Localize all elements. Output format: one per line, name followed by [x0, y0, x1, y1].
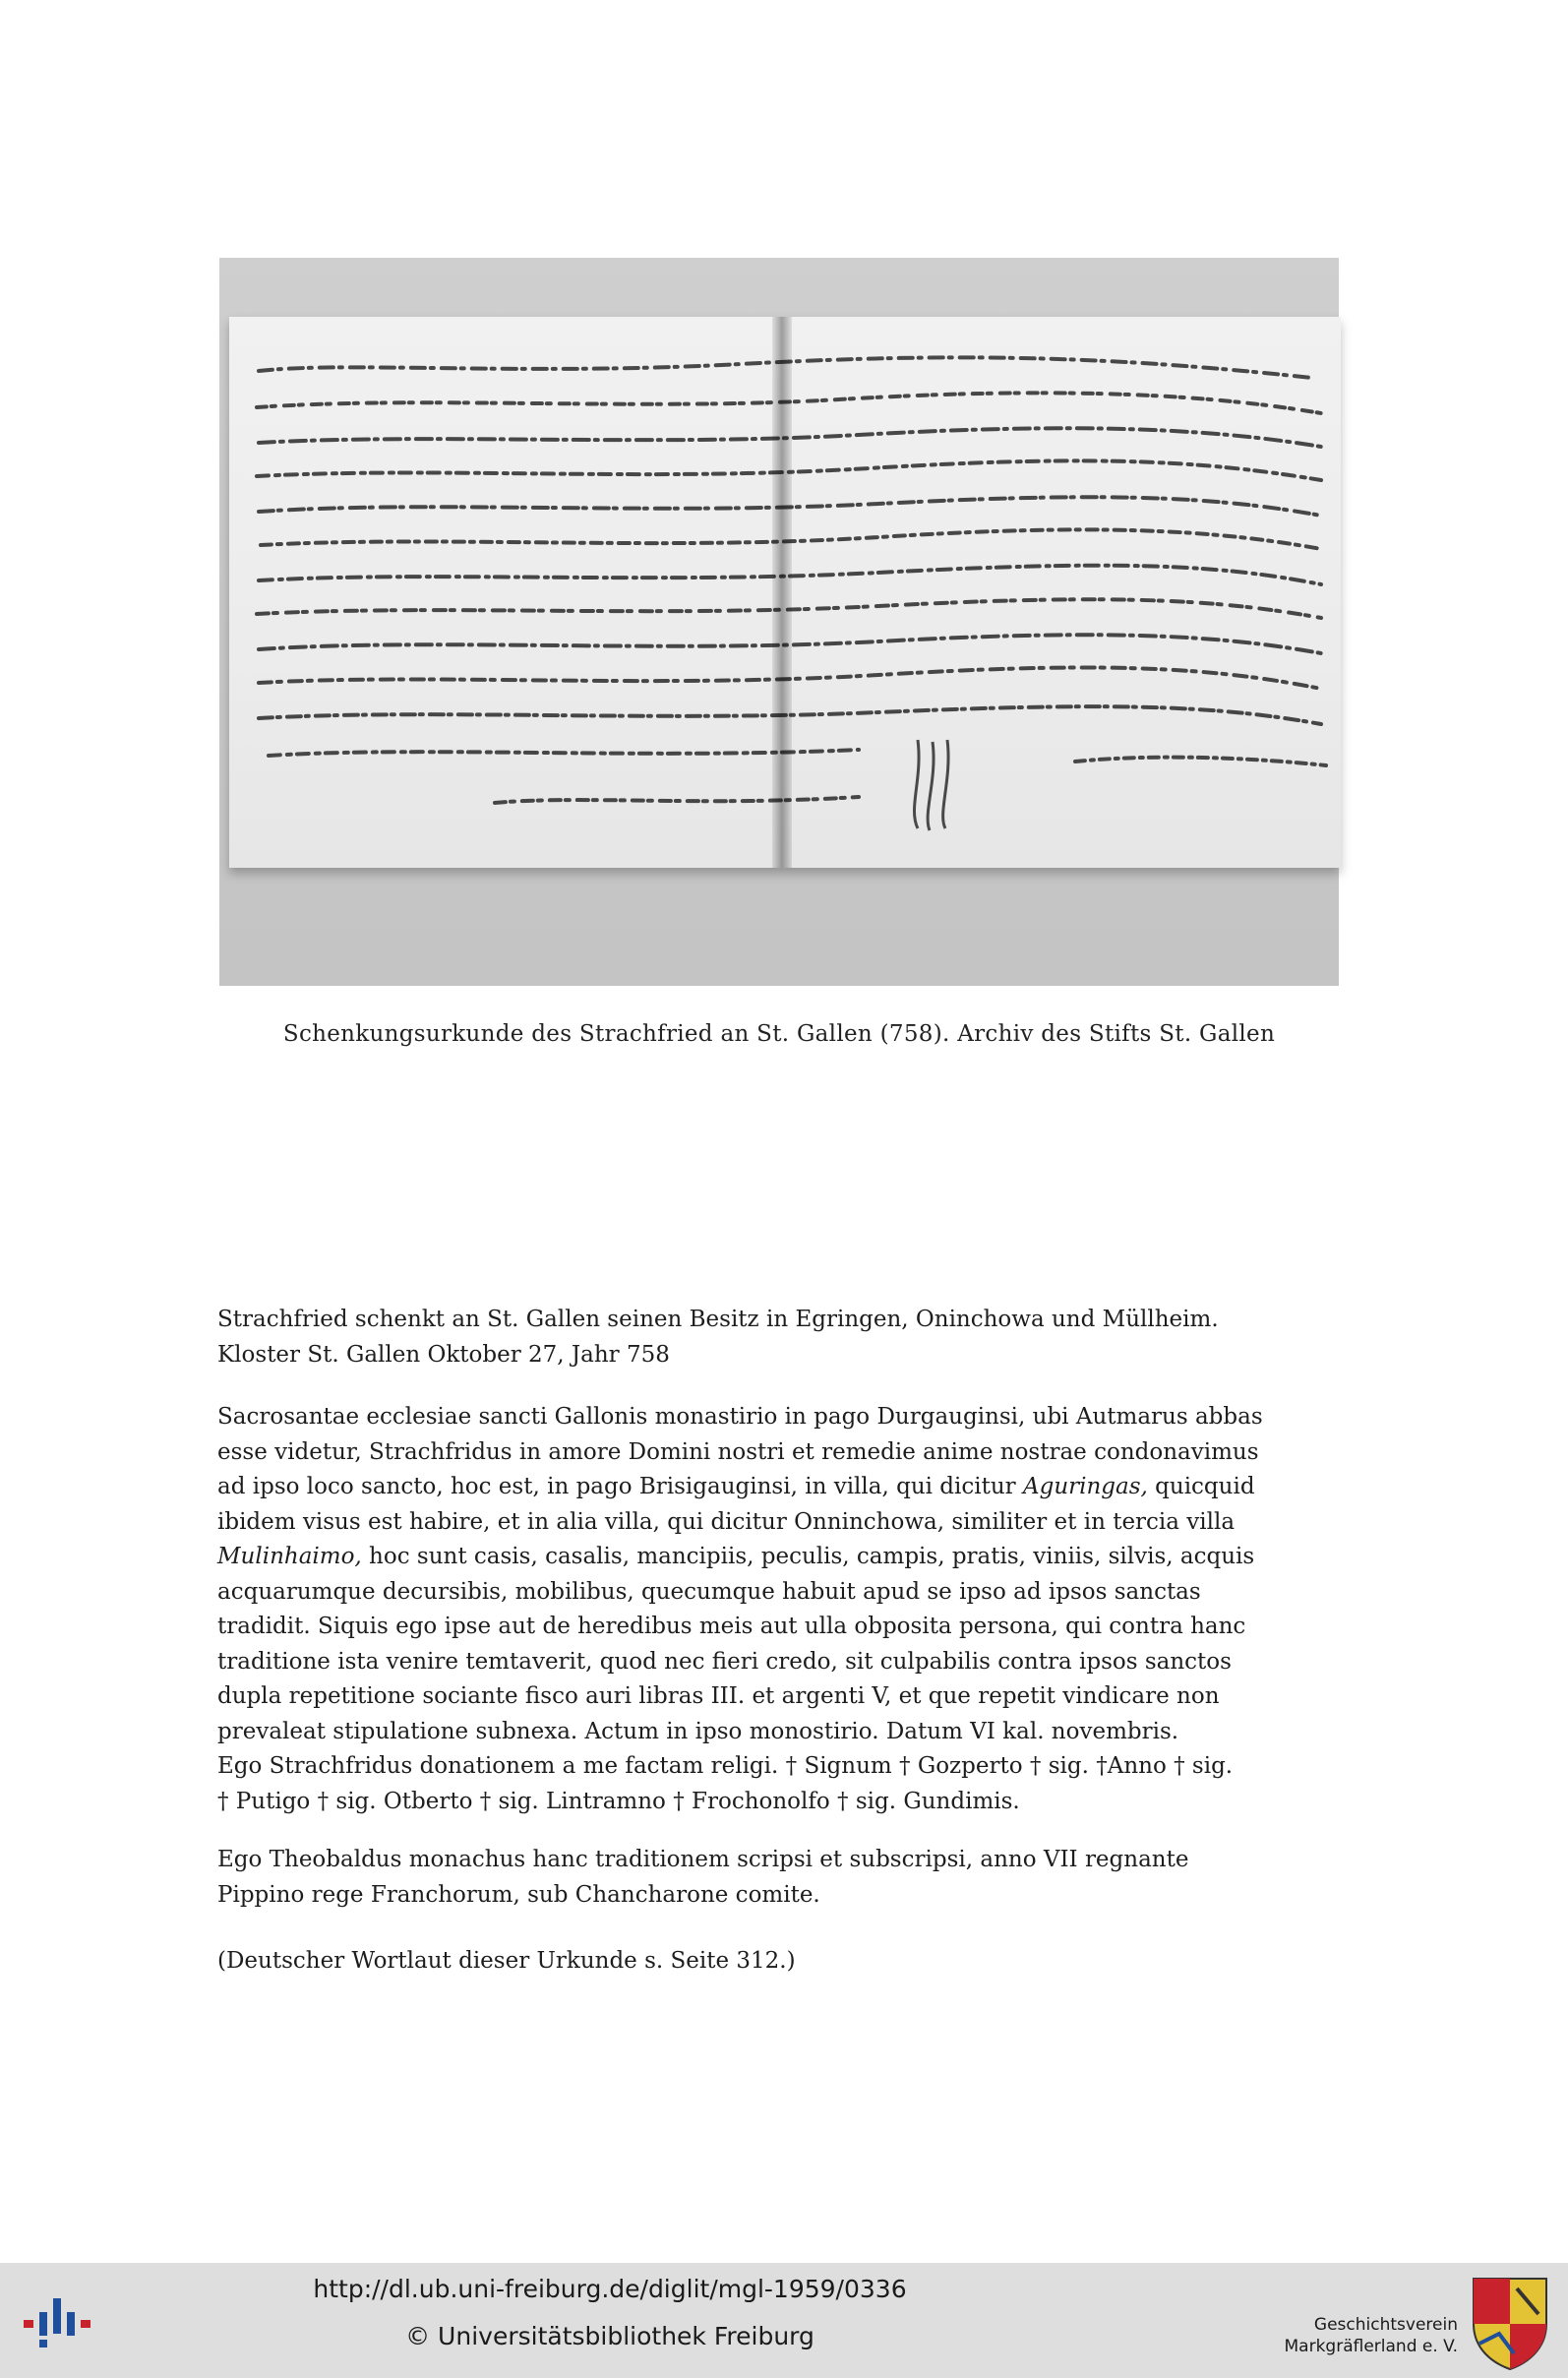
society-name — [1261, 2314, 1458, 2357]
colophon-line: Ego Theobaldus monachus hanc traditionem scripsi et subscripsi, anno VII regnante — [217, 1847, 1189, 1872]
manuscript-photo — [219, 258, 1339, 986]
heading-line: Strachfried schenkt an St. Gallen seinen Besitz in Egringen, Oninchowa und Müllheim. — [217, 1307, 1219, 1332]
footer-bar — [0, 2263, 1568, 2378]
text-line: tradidit. Siquis ego ipse aut de heredibus meis aut ulla obposita persona, qui contra hanc — [217, 1614, 1246, 1639]
text-fragment: ad ipso loco sancto, hoc est, in pago Brisigauginsi, in villa, qui dicitur — [217, 1474, 1023, 1499]
figure-caption: Schenkungsurkunde des Strachfried an St. Gallen (758). Archiv des Stifts St. Gallen — [282, 1021, 1276, 1047]
ub-freiburg-logo-icon — [22, 2296, 100, 2351]
society-name-line: Geschichtsverein — [1313, 2315, 1458, 2335]
heading-line: Kloster St. Gallen Oktober 27, Jahr 758 — [217, 1341, 670, 1368]
manuscript-fold — [772, 317, 792, 868]
text-line: Ego Strachfridus donationem a me factam religi. † Signum † Gozperto † sig. †Anno † sig. — [217, 1753, 1234, 1779]
place-name-mulinhaimo: Mulinhaimo, — [217, 1544, 362, 1569]
translation-note: (Deutscher Wortlaut dieser Urkunde s. Seite 312.) — [217, 1948, 796, 1974]
text-line: † Putigo † sig. Otberto † sig. Lintramno † Frochonolfo † sig. Gundimis. — [217, 1788, 1020, 1814]
text-line: esse videtur, Strachfridus in amore Domini nostri et remedie anime nostrae condonavimus — [217, 1438, 1259, 1465]
latin-text — [217, 1400, 1339, 1819]
place-name-aguringas: Aguringas, — [1022, 1474, 1148, 1499]
document-heading — [217, 1303, 1339, 1372]
colophon-line: Pippino rege Franchorum, sub Chancharone comite. — [217, 1881, 820, 1908]
text-line — [217, 1540, 1339, 1575]
copyright-text: © Universitätsbibliothek Freiburg — [405, 2322, 814, 2350]
text-fragment: hoc sunt casis, casalis, mancipiis, peculis, campis, pratis, viniis, silvis, acquis — [361, 1544, 1255, 1569]
parchment-sheet — [229, 317, 1341, 868]
text-line: Sacrosantae ecclesiae sancti Gallonis monastirio in pago Durgauginsi, ubi Autmarus abbas — [217, 1404, 1263, 1430]
society-name-line: Markgräflerland e. V. — [1284, 2337, 1458, 2356]
text-line: traditione ista venire temtaverit, quod nec fieri credo, sit culpabilis contra ipsos sanctos — [217, 1648, 1232, 1675]
text-line: acquarumque decursibis, mobilibus, quecumque habuit apud se ipso ad ipsos sanctas — [217, 1578, 1201, 1605]
text-line: ibidem visus est habire, et in alia villa, qui dicitur Onninchowa, similiter et in tercia villa — [217, 1508, 1236, 1535]
source-url-link[interactable]: http://dl.ub.uni-freiburg.de/diglit/mgl-1959/0336 — [313, 2275, 907, 2303]
text-fragment: quicquid — [1147, 1474, 1255, 1499]
text-line: prevaleat stipulatione subnexa. Actum in ipso monostirio. Datum VI kal. novembris. — [217, 1718, 1179, 1744]
coat-of-arms-icon — [1470, 2275, 1550, 2371]
text-line: dupla repetitione sociante fisco auri libras III. et argenti V, et que repetit vindicare non — [217, 1683, 1220, 1709]
text-line — [217, 1470, 1339, 1505]
colophon — [217, 1843, 1339, 1913]
